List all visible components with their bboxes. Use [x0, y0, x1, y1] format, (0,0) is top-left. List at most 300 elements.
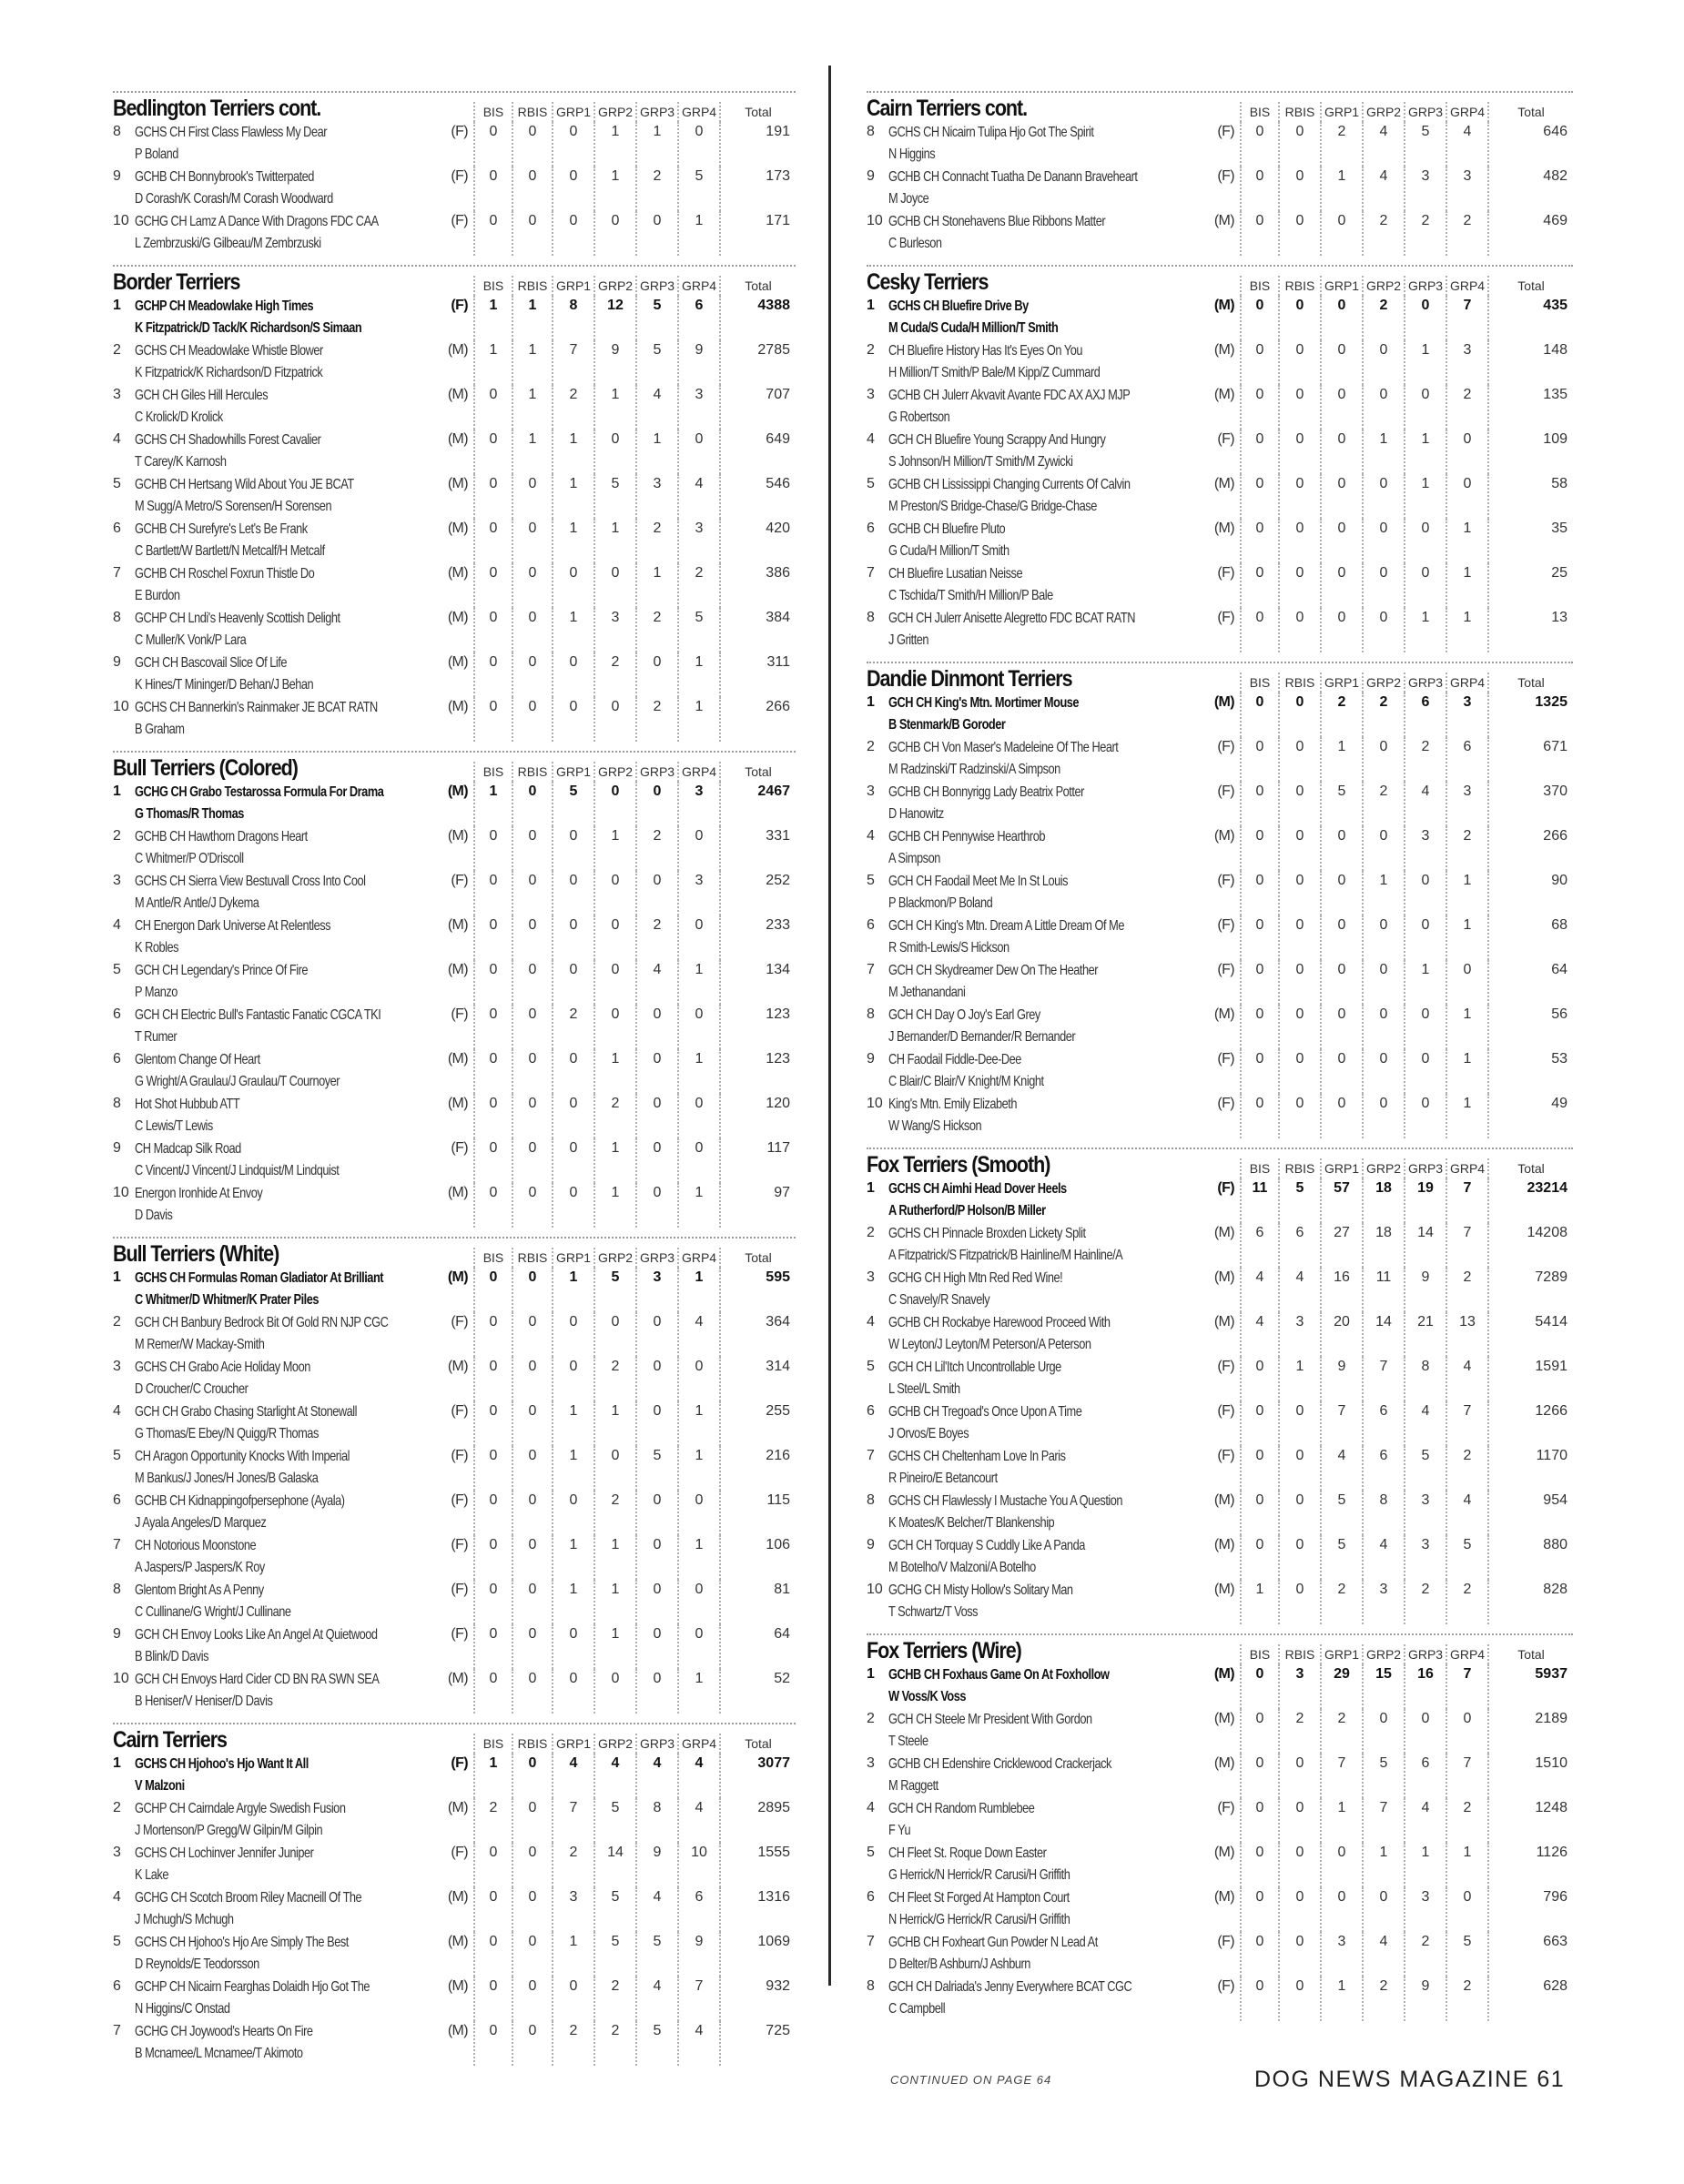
stat-grp4: 1: [677, 1535, 719, 1580]
stat-grp1: 1: [552, 1446, 593, 1491]
stat-bis: 0: [1240, 826, 1278, 871]
stat-grp4: 1: [1446, 915, 1487, 960]
stat-bis: 0: [1240, 915, 1278, 960]
stat-grp3: 4: [635, 385, 677, 430]
stat-rbis: 1: [512, 340, 552, 385]
column-header-grp4: GRP4: [677, 762, 719, 782]
stat-total: 386: [719, 563, 796, 608]
dog-name: GCHS CH Shadowhills Forest Cavalier: [135, 432, 321, 448]
column-divider: [828, 66, 831, 1986]
column-header-grp1: GRP1: [1320, 276, 1362, 296]
stat-total: 1555: [719, 1843, 796, 1887]
entry-names: [135, 608, 473, 652]
stat-grp1: 7: [1320, 1401, 1362, 1446]
sex-indicator: (F): [1217, 873, 1234, 888]
breed-section-bedlington-terriers-cont: [113, 91, 796, 256]
stat-grp2: 1: [593, 385, 635, 430]
stat-grp4: 1: [1446, 608, 1487, 652]
owner-names: K Lake: [135, 1867, 168, 1883]
stat-bis: 0: [473, 1268, 512, 1312]
owner-names: K Hines/T Mininger/D Behan/J Behan: [135, 677, 314, 693]
entry-names: [135, 1669, 473, 1713]
stat-grp3: 3: [635, 1268, 677, 1312]
stat-total: 7289: [1487, 1268, 1573, 1312]
entry-names: [888, 1491, 1240, 1534]
dog-name: GCHS CH Flawlessly I Mustache You A Question: [888, 1493, 1123, 1509]
stat-total: 2189: [1487, 1709, 1573, 1754]
sex-indicator: (M): [447, 1096, 468, 1111]
stat-grp3: 0: [1404, 915, 1446, 960]
stat-grp3: 6: [1404, 1754, 1446, 1798]
owner-names: T Schwartz/T Voss: [888, 1604, 979, 1620]
stat-bis: 0: [473, 430, 512, 474]
entry-names: [135, 652, 473, 696]
entry-names: [888, 1709, 1240, 1753]
dog-name: GCH CH Steele Mr President With Gordon: [888, 1712, 1092, 1727]
entry-names: [135, 871, 473, 915]
ranking-row: [113, 296, 796, 340]
dog-name: GCHS CH Hjohoo's Hjo Want It All: [135, 1756, 309, 1772]
column-header-grp3: GRP3: [1404, 672, 1446, 693]
ranking-row: [867, 693, 1573, 737]
rank-number: 1: [867, 298, 875, 313]
breed-header: [867, 1148, 1573, 1178]
stat-grp3: 3: [1404, 167, 1446, 211]
stat-total: 216: [719, 1446, 796, 1491]
stat-grp4: 0: [677, 1094, 719, 1138]
stat-grp4: 4: [1446, 1491, 1487, 1535]
stat-grp4: 0: [677, 1491, 719, 1535]
stat-total: 252: [719, 871, 796, 915]
column-header-total: Total: [1487, 102, 1573, 122]
stat-grp2: 1: [593, 519, 635, 563]
stat-grp2: 0: [1362, 1709, 1404, 1754]
stat-total: 53: [1487, 1049, 1573, 1094]
breed-header: [867, 1633, 1573, 1664]
stat-bis: 0: [473, 871, 512, 915]
stat-grp3: 1: [1404, 608, 1446, 652]
entry-names: [135, 1312, 473, 1356]
owner-names: C Burleson: [888, 236, 942, 251]
rank-number: 4: [867, 828, 875, 844]
stat-total: 5937: [1487, 1664, 1573, 1709]
entry-names: [888, 340, 1240, 384]
ranking-row: [867, 1798, 1573, 1843]
stat-bis: 0: [1240, 871, 1278, 915]
stat-grp1: 0: [552, 1624, 593, 1669]
owner-names: C Bartlett/W Bartlett/N Metcalf/H Metcalf: [135, 543, 325, 559]
stat-grp3: 0: [1404, 1005, 1446, 1049]
entry-names: [135, 563, 473, 607]
sex-indicator: (M): [447, 342, 468, 358]
ranking-row: [867, 1268, 1573, 1312]
stat-grp2: 2: [1362, 211, 1404, 256]
stat-bis: 1: [473, 296, 512, 340]
stat-total: 954: [1487, 1491, 1573, 1535]
stat-grp4: 1: [1446, 1049, 1487, 1094]
column-header-rbis: RBIS: [1278, 276, 1320, 296]
ranking-row: [867, 1491, 1573, 1535]
stat-bis: 0: [473, 826, 512, 871]
owner-names: F Yu: [888, 1823, 911, 1838]
column-header-grp4: GRP4: [1446, 1644, 1487, 1664]
dog-name: GCHB CH Von Maser's Madeleine Of The Heart: [888, 740, 1119, 755]
stat-grp2: 0: [593, 1669, 635, 1714]
dog-name: GCHG CH Joywood's Hearts On Fire: [135, 2024, 313, 2039]
ranking-row: [867, 519, 1573, 563]
stat-total: 266: [1487, 826, 1573, 871]
stat-rbis: 0: [1278, 915, 1320, 960]
stat-grp2: 4: [593, 1754, 635, 1798]
stat-total: 173: [719, 167, 796, 211]
dog-name: Energon Ironhide At Envoy: [135, 1186, 263, 1201]
stat-grp3: 0: [635, 1669, 677, 1714]
rank-number: 6: [867, 917, 875, 933]
stat-grp4: 3: [1446, 782, 1487, 826]
stat-grp2: 1: [593, 1535, 635, 1580]
stat-grp1: 1: [552, 608, 593, 652]
rank-number: 10: [867, 1582, 883, 1597]
stat-rbis: 0: [1278, 1094, 1320, 1138]
entry-names: [135, 1094, 473, 1138]
stat-grp3: 0: [635, 1138, 677, 1183]
stat-total: 171: [719, 211, 796, 256]
ranking-row: [113, 122, 796, 167]
stat-total: 649: [719, 430, 796, 474]
sex-indicator: (F): [451, 1492, 468, 1508]
stat-grp4: 1: [1446, 1843, 1487, 1887]
stat-total: 52: [719, 1669, 796, 1714]
column-header-grp1: GRP1: [552, 1734, 593, 1754]
rank-number: 1: [113, 1269, 121, 1285]
entry-names: [135, 340, 473, 384]
stat-bis: 0: [1240, 563, 1278, 608]
stat-grp1: 8: [552, 296, 593, 340]
column-header-grp1: GRP1: [552, 102, 593, 122]
dog-name: GCHS CH Sierra View Bestuvall Cross Into Cool: [135, 874, 366, 889]
stat-rbis: 0: [512, 871, 552, 915]
stat-total: 90: [1487, 871, 1573, 915]
ranking-row: [867, 1401, 1573, 1446]
rank-number: 2: [113, 828, 121, 844]
stat-grp4: 1: [677, 960, 719, 1005]
stat-grp1: 1: [552, 1580, 593, 1624]
sex-indicator: (M): [1213, 1314, 1234, 1330]
stat-grp2: 2: [593, 2021, 635, 2066]
stat-grp1: 1: [1320, 1798, 1362, 1843]
stat-grp1: 0: [1320, 474, 1362, 519]
stat-total: 106: [719, 1535, 796, 1580]
sex-indicator: (M): [447, 962, 468, 977]
sex-indicator: (F): [1217, 168, 1234, 184]
stat-rbis: 4: [1278, 1268, 1320, 1312]
stat-grp3: 0: [635, 1005, 677, 1049]
dog-name: GCHS CH Meadowlake Whistle Blower: [135, 343, 323, 359]
owner-names: C Lewis/T Lewis: [135, 1118, 213, 1134]
stat-grp4: 0: [677, 1138, 719, 1183]
entry-names: [888, 1754, 1240, 1797]
dog-name: GCHG CH Grabo Testarossa Formula For Drama: [135, 784, 384, 800]
stat-rbis: 1: [512, 385, 552, 430]
dog-name: CH Bluefire History Has It's Eyes On You: [888, 343, 1083, 359]
owner-names: T Rumer: [135, 1029, 178, 1045]
stat-bis: 0: [1240, 474, 1278, 519]
stat-grp4: 3: [1446, 693, 1487, 737]
dog-name: GCHB CH Julerr Akvavit Avante FDC AX AXJ MJP: [888, 388, 1131, 403]
rank-number: 1: [113, 1755, 121, 1771]
rank-number: 8: [867, 1492, 875, 1508]
stat-grp1: 0: [1320, 915, 1362, 960]
stat-grp1: 0: [552, 1977, 593, 2021]
rank-number: 3: [113, 387, 121, 402]
sex-indicator: (M): [447, 476, 468, 491]
sex-indicator: (F): [1217, 1448, 1234, 1463]
dog-name: Hot Shot Hubbub ATT: [135, 1097, 240, 1112]
rank-number: 3: [867, 387, 875, 402]
breed-header: [113, 91, 796, 122]
owner-names: G Herrick/N Herrick/R Carusi/H Griffith: [888, 1867, 1070, 1883]
owner-names: R Smith-Lewis/S Hickson: [888, 940, 1009, 956]
ranking-row: [867, 608, 1573, 652]
stat-grp4: 1: [677, 1401, 719, 1446]
stat-grp1: 5: [1320, 782, 1362, 826]
owner-names: J Mchugh/S Mchugh: [135, 1912, 234, 1927]
column-header-grp4: GRP4: [1446, 1158, 1487, 1178]
column-header-grp3: GRP3: [1404, 276, 1446, 296]
column-header-grp2: GRP2: [1362, 102, 1404, 122]
column-header-total: Total: [1487, 1158, 1573, 1178]
stat-grp3: 5: [635, 296, 677, 340]
ranking-row: [113, 1669, 796, 1714]
stat-grp2: 14: [593, 1843, 635, 1887]
stat-grp3: 0: [1404, 1094, 1446, 1138]
sex-indicator: (F): [1217, 610, 1234, 625]
stat-bis: 0: [473, 960, 512, 1005]
stat-grp1: 0: [1320, 1094, 1362, 1138]
stat-rbis: 0: [512, 211, 552, 256]
stat-grp1: 0: [552, 1669, 593, 1714]
dog-name: GCH CH Banbury Bedrock Bit Of Gold RN NJP CGC: [135, 1315, 389, 1330]
owner-names: W Leyton/J Leyton/M Peterson/A Peterson: [888, 1337, 1091, 1352]
stat-total: 3077: [719, 1754, 796, 1798]
breed-section-border-terriers: [113, 265, 796, 742]
rank-number: 10: [113, 699, 129, 714]
dog-name: Glentom Bright As A Penny: [135, 1582, 264, 1598]
column-header-rbis: RBIS: [1278, 1158, 1320, 1178]
sex-indicator: (M): [1213, 1269, 1234, 1285]
stat-grp1: 0: [1320, 871, 1362, 915]
stat-total: 1325: [1487, 693, 1573, 737]
dog-name: CH Notorious Moonstone: [135, 1538, 257, 1553]
entry-names: [888, 915, 1240, 959]
stat-grp4: 7: [1446, 1754, 1487, 1798]
stat-grp4: 1: [677, 697, 719, 742]
dog-name: GCHP CH Meadowlake High Times: [135, 298, 314, 314]
stat-rbis: 0: [512, 915, 552, 960]
stat-grp1: 0: [1320, 826, 1362, 871]
column-header-total: Total: [1487, 1644, 1573, 1664]
owner-names: B Mcnamee/L Mcnamee/T Akimoto: [135, 2046, 303, 2061]
ranking-row: [867, 960, 1573, 1005]
sex-indicator: (M): [447, 784, 468, 799]
rank-number: 1: [867, 1180, 875, 1196]
entry-names: [888, 1535, 1240, 1579]
rank-number: 8: [113, 610, 121, 625]
entry-names: [888, 871, 1240, 915]
stat-total: 420: [719, 519, 796, 563]
dog-name: GCH CH Day O Joy's Earl Grey: [888, 1007, 1040, 1023]
stat-grp4: 5: [1446, 1932, 1487, 1977]
entry-names: [888, 782, 1240, 825]
stat-total: 725: [719, 2021, 796, 2066]
stat-rbis: 0: [1278, 1887, 1320, 1932]
column-header-rbis: RBIS: [512, 1734, 552, 1754]
owner-names: C Campbell: [888, 2001, 946, 2017]
stat-grp3: 0: [635, 871, 677, 915]
stat-grp4: 1: [1446, 1005, 1487, 1049]
stat-grp3: 2: [1404, 737, 1446, 782]
stat-grp1: 1: [552, 1268, 593, 1312]
ranking-row: [113, 1446, 796, 1491]
stat-bis: 1: [1240, 1580, 1278, 1624]
owner-names: R Pineiro/E Betancourt: [888, 1471, 998, 1486]
stat-grp3: 5: [1404, 1446, 1446, 1491]
ranking-row: [867, 1446, 1573, 1491]
breed-header: [867, 662, 1573, 693]
ranking-row: [867, 1843, 1573, 1887]
stat-grp1: 1: [552, 1401, 593, 1446]
sex-indicator: (M): [1213, 1711, 1234, 1726]
stat-grp3: 4: [635, 1887, 677, 1932]
stat-grp3: 2: [635, 519, 677, 563]
stat-grp3: 9: [1404, 1268, 1446, 1312]
stat-grp2: 1: [593, 826, 635, 871]
stat-grp3: 0: [635, 1401, 677, 1446]
column-header-rbis: RBIS: [512, 102, 552, 122]
dog-name: GCH CH Electric Bull's Fantastic Fanatic CGCA TKI: [135, 1007, 381, 1023]
owner-names: J Orvos/E Boyes: [888, 1426, 969, 1441]
stat-rbis: 0: [1278, 167, 1320, 211]
stat-grp2: 2: [593, 1094, 635, 1138]
column-header-total: Total: [1487, 672, 1573, 693]
dog-name: GCH CH Bluefire Young Scrappy And Hungry: [888, 432, 1106, 448]
stat-grp3: 1: [1404, 960, 1446, 1005]
stat-rbis: 3: [1278, 1312, 1320, 1357]
stat-grp2: 2: [593, 1357, 635, 1401]
sex-indicator: (M): [1213, 1492, 1234, 1508]
owner-names: B Blink/D Davis: [135, 1649, 209, 1664]
dog-name: GCHB CH Rockabye Harewood Proceed With: [888, 1315, 1111, 1330]
stat-grp3: 19: [1404, 1178, 1446, 1223]
stat-bis: 0: [1240, 1709, 1278, 1754]
ranking-row: [867, 430, 1573, 474]
entry-names: [135, 211, 473, 255]
stat-total: 35: [1487, 519, 1573, 563]
stat-grp2: 4: [1362, 1932, 1404, 1977]
stat-grp4: 1: [677, 1669, 719, 1714]
stat-bis: 0: [473, 474, 512, 519]
stat-grp1: 0: [552, 167, 593, 211]
owner-names: V Malzoni: [135, 1778, 185, 1794]
stat-total: 123: [719, 1049, 796, 1094]
rank-number: 2: [113, 1314, 121, 1330]
continued-note: CONTINUED ON PAGE 64: [890, 2073, 1052, 2087]
sex-indicator: (F): [1217, 1359, 1234, 1374]
sex-indicator: (M): [447, 1671, 468, 1686]
stat-grp1: 0: [552, 1183, 593, 1228]
owner-names: D Corash/K Corash/M Corash Woodward: [135, 191, 333, 207]
owner-names: D Reynolds/E Teodorsson: [135, 1956, 259, 1972]
stat-grp2: 6: [1362, 1401, 1404, 1446]
stat-grp3: 3: [1404, 1491, 1446, 1535]
sex-indicator: (F): [1217, 565, 1234, 581]
sex-indicator: (M): [447, 1269, 468, 1285]
sex-indicator: (F): [451, 1845, 468, 1860]
stat-rbis: 0: [1278, 1754, 1320, 1798]
stat-rbis: 1: [512, 430, 552, 474]
rank-number: 9: [113, 168, 121, 184]
rank-number: 5: [113, 1448, 121, 1463]
dog-name: GCHB CH Bluefire Pluto: [888, 521, 1006, 537]
ranking-row: [867, 122, 1573, 167]
stat-bis: 0: [1240, 782, 1278, 826]
stat-grp3: 0: [635, 652, 677, 697]
stat-total: 115: [719, 1491, 796, 1535]
stat-total: 364: [719, 1312, 796, 1357]
owner-names: D Belter/B Ashburn/J Ashburn: [888, 1956, 1030, 1972]
dog-name: GCH CH Skydreamer Dew On The Heather: [888, 963, 1099, 978]
stat-total: 123: [719, 1005, 796, 1049]
stat-bis: 0: [473, 697, 512, 742]
rank-number: 8: [113, 1096, 121, 1111]
stat-rbis: 0: [1278, 1049, 1320, 1094]
stat-rbis: 0: [512, 1754, 552, 1798]
stat-grp4: 2: [1446, 1268, 1487, 1312]
stat-grp2: 0: [1362, 1887, 1404, 1932]
stat-rbis: 0: [512, 519, 552, 563]
stat-grp3: 0: [1404, 519, 1446, 563]
column-header-grp1: GRP1: [1320, 1644, 1362, 1664]
stat-grp3: 5: [635, 1446, 677, 1491]
owner-names: G Thomas/R Thomas: [135, 806, 244, 822]
dog-name: GCHB CH Edenshire Cricklewood Crackerjack: [888, 1756, 1111, 1772]
dog-name: CH Energon Dark Universe At Relentless: [135, 918, 331, 934]
stat-grp3: 2: [1404, 1580, 1446, 1624]
ranking-row: [113, 782, 796, 826]
stat-grp1: 1: [1320, 737, 1362, 782]
stat-total: 134: [719, 960, 796, 1005]
stat-bis: 6: [1240, 1223, 1278, 1268]
ranking-row: [867, 1887, 1573, 1932]
breed-title: Border Terriers: [113, 269, 240, 295]
stat-rbis: 0: [1278, 1491, 1320, 1535]
stat-total: 4388: [719, 296, 796, 340]
stat-grp4: 6: [677, 296, 719, 340]
entry-names: [135, 1932, 473, 1976]
stat-grp4: 1: [677, 1268, 719, 1312]
sex-indicator: (M): [1213, 828, 1234, 844]
stat-grp1: 0: [552, 871, 593, 915]
stat-total: 1170: [1487, 1446, 1573, 1491]
stat-bis: 0: [473, 1049, 512, 1094]
entry-names: [135, 1798, 473, 1842]
column-header-grp3: GRP3: [635, 102, 677, 122]
entry-names: [888, 1268, 1240, 1311]
owner-names: E Burdon: [135, 588, 180, 603]
dog-name: GCHB CH Lississippi Changing Currents Of Calvin: [888, 477, 1131, 492]
owner-names: P Blackmon/P Boland: [888, 895, 993, 911]
entry-names: [888, 1223, 1240, 1267]
